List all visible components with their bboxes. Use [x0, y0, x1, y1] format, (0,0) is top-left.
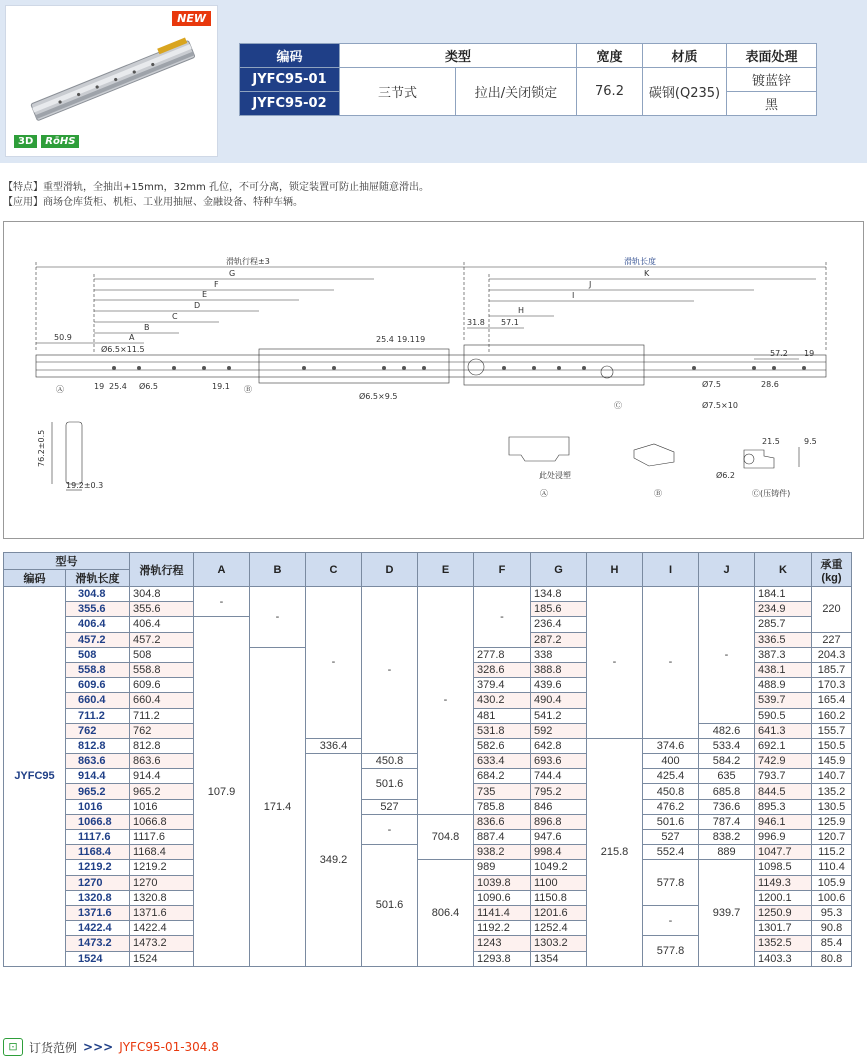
th-load: 承重 (kg)	[812, 553, 852, 587]
feature-text: 【特点】重型滑轨，全抽出+15mm，32mm 孔位，不可分离，锁定装置可防止抽屉随意滑出。	[3, 182, 429, 193]
dim-76-2: 76.2±0.5	[37, 429, 46, 467]
table-cell: 1168.4	[66, 845, 130, 860]
dim-G: G	[229, 269, 236, 278]
table-cell: 889	[699, 845, 755, 860]
table-cell: 806.4	[418, 860, 474, 966]
table-cell: 204.3	[812, 647, 852, 662]
table-cell: 684.2	[474, 769, 531, 784]
table-cell: 140.7	[812, 769, 852, 784]
table-cell: 965.2	[130, 784, 194, 799]
table-cell: 1524	[130, 951, 194, 966]
table-cell: 457.2	[130, 632, 194, 647]
table-cell: 387.3	[755, 647, 812, 662]
table-cell: 590.5	[755, 708, 812, 723]
table-cell: 863.6	[130, 754, 194, 769]
table-cell: 406.4	[66, 617, 130, 632]
spec-header-material: 材质	[643, 44, 727, 68]
table-cell: 1066.8	[66, 814, 130, 829]
spec-code-01: JYFC95-01	[240, 68, 340, 92]
th-I: I	[643, 553, 699, 587]
table-cell: 328.6	[474, 662, 531, 677]
table-cell: 1141.4	[474, 905, 531, 920]
table-cell: 184.1	[755, 587, 812, 602]
table-cell: 1403.3	[755, 951, 812, 966]
table-cell: 501.6	[362, 845, 418, 967]
th-K: K	[755, 553, 812, 587]
table-cell: 895.3	[755, 799, 812, 814]
dim-28-6: 28.6	[761, 380, 779, 389]
table-cell: 793.7	[755, 769, 812, 784]
dimension-table	[3, 552, 852, 967]
table-cell: 227	[812, 632, 852, 647]
table-cell: 171.4	[250, 647, 306, 966]
table-cell: 95.3	[812, 905, 852, 920]
table-cell: 501.6	[643, 814, 699, 829]
dim-B: B	[144, 323, 150, 332]
table-cell: 304.8	[130, 587, 194, 602]
table-cell: 996.9	[755, 830, 812, 845]
note-dip: 此处浸塑	[539, 471, 571, 480]
table-cell: 1117.6	[66, 830, 130, 845]
table-cell: 508	[130, 647, 194, 662]
table-cell: -	[699, 587, 755, 724]
table-cell: 1250.9	[755, 905, 812, 920]
table-cell: 736.6	[699, 799, 755, 814]
th-C: C	[306, 553, 362, 587]
table-cell: 508	[66, 647, 130, 662]
th-D: D	[362, 553, 418, 587]
th-travel: 滑轨行程	[130, 553, 194, 587]
table-cell: 577.8	[643, 936, 699, 966]
table-cell: 388.8	[531, 662, 587, 677]
series-code: JYFC95	[4, 587, 66, 967]
table-cell: 400	[643, 754, 699, 769]
spec-header-type: 类型	[340, 44, 577, 68]
table-row	[4, 860, 852, 875]
table-cell: 609.6	[66, 678, 130, 693]
table-cell: 914.4	[130, 769, 194, 784]
dim-C: C	[172, 312, 178, 321]
dim-19b: 19	[415, 335, 426, 344]
table-cell: 481	[474, 708, 531, 723]
table-cell: 1090.6	[474, 890, 531, 905]
table-cell: 692.1	[755, 738, 812, 753]
dim-H: H	[518, 306, 525, 315]
th-F: F	[474, 553, 531, 587]
table-cell: 836.6	[474, 814, 531, 829]
table-cell: 744.4	[531, 769, 587, 784]
table-cell: 584.2	[699, 754, 755, 769]
table-cell: 482.6	[699, 723, 755, 738]
table-cell: 185.7	[812, 662, 852, 677]
table-cell: 1301.7	[755, 921, 812, 936]
table-cell: 374.6	[643, 738, 699, 753]
table-cell: 336.4	[306, 738, 362, 753]
technical-drawing	[3, 221, 864, 539]
table-cell: 450.8	[362, 754, 418, 769]
dim-E: E	[202, 290, 208, 299]
table-cell: 989	[474, 860, 531, 875]
table-cell: 285.7	[755, 617, 812, 632]
table-cell: 1219.2	[66, 860, 130, 875]
spec-table	[239, 43, 817, 116]
table-cell: 215.8	[587, 738, 643, 966]
table-cell: 304.8	[66, 587, 130, 602]
table-cell: 220	[812, 587, 852, 633]
table-cell: 160.2	[812, 708, 852, 723]
order-label: 订货范例	[29, 1040, 78, 1055]
table-cell: 742.9	[755, 754, 812, 769]
dim-hole5: Ø7.5×10	[702, 401, 738, 410]
product-card	[5, 5, 218, 157]
table-cell: 1422.4	[130, 921, 194, 936]
table-cell: 1270	[130, 875, 194, 890]
order-arrow: >>>	[83, 1040, 114, 1054]
table-cell: 336.5	[755, 632, 812, 647]
table-cell: 558.8	[130, 662, 194, 677]
dim-19-1b: 19.1	[397, 335, 415, 344]
spec-header-finish: 表面处理	[727, 44, 817, 68]
table-cell: 150.5	[812, 738, 852, 753]
table-cell: 541.2	[531, 708, 587, 723]
th-H: H	[587, 553, 643, 587]
table-cell: 1200.1	[755, 890, 812, 905]
table-cell: 130.5	[812, 799, 852, 814]
table-cell: 863.6	[66, 754, 130, 769]
table-cell: 80.8	[812, 951, 852, 966]
table-cell: 1252.4	[531, 921, 587, 936]
table-cell: 552.4	[643, 845, 699, 860]
th-J: J	[699, 553, 755, 587]
table-cell: 533.4	[699, 738, 755, 753]
table-cell: 105.9	[812, 875, 852, 890]
table-cell: 787.4	[699, 814, 755, 829]
table-cell: 406.4	[130, 617, 194, 632]
dim-I: I	[572, 291, 575, 300]
th-code: 编码	[4, 570, 66, 587]
mark-a: Ⓐ	[56, 385, 64, 394]
table-cell: 577.8	[643, 860, 699, 906]
mark-b: Ⓑ	[244, 385, 252, 394]
dim-length: 滑轨长度	[624, 257, 656, 266]
table-cell: 704.8	[418, 814, 474, 860]
th-A: A	[194, 553, 250, 587]
table-cell: 1473.2	[130, 936, 194, 951]
table-cell: 1371.6	[130, 905, 194, 920]
dim-travel: 滑轨行程±3	[226, 257, 270, 266]
dim-19c: 19	[804, 349, 815, 358]
table-row	[4, 587, 852, 602]
dim-19: 19	[94, 382, 105, 391]
dim-hole1: Ø6.5×11.5	[101, 345, 145, 354]
order-example	[3, 1038, 219, 1056]
table-cell: 1201.6	[531, 905, 587, 920]
table-cell: 1098.5	[755, 860, 812, 875]
table-cell: -	[643, 905, 699, 935]
dim-19-2: 19.2±0.3	[66, 481, 104, 490]
order-code: JYFC95-01-304.8	[119, 1040, 219, 1054]
table-cell: 641.3	[755, 723, 812, 738]
table-cell: 145.9	[812, 754, 852, 769]
table-cell: 338	[531, 647, 587, 662]
dim-19-1: 19.1	[212, 382, 230, 391]
table-cell: 939.7	[699, 860, 755, 966]
mark-b-detail: Ⓑ	[654, 489, 662, 498]
spec-finish-2: 黑	[727, 92, 817, 116]
table-cell: 660.4	[130, 693, 194, 708]
dim-F: F	[214, 280, 219, 289]
spec-code-02: JYFC95-02	[240, 92, 340, 116]
table-cell: 1320.8	[66, 890, 130, 905]
table-cell: 582.6	[474, 738, 531, 753]
table-cell: 785.8	[474, 799, 531, 814]
table-cell: 185.6	[531, 602, 587, 617]
spec-type-2: 拉出/关闭锁定	[456, 68, 577, 116]
table-cell: -	[250, 587, 306, 648]
table-cell: 425.4	[643, 769, 699, 784]
note-diecast: Ⓒ(压铸件)	[752, 489, 791, 498]
table-cell: 155.7	[812, 723, 852, 738]
table-cell: 635	[699, 769, 755, 784]
table-cell: -	[306, 587, 362, 739]
table-cell: 965.2	[66, 784, 130, 799]
table-cell: 735	[474, 784, 531, 799]
new-badge: NEW	[172, 11, 211, 26]
mark-c: Ⓒ	[614, 401, 622, 410]
table-cell: 812.8	[130, 738, 194, 753]
cart-icon: ⊡	[3, 1038, 23, 1056]
dim-A: A	[129, 333, 135, 342]
table-cell: 1047.7	[755, 845, 812, 860]
table-cell: 1354	[531, 951, 587, 966]
table-cell: 457.2	[66, 632, 130, 647]
table-cell: 685.8	[699, 784, 755, 799]
table-cell: 1219.2	[130, 860, 194, 875]
table-cell: 1303.2	[531, 936, 587, 951]
table-body	[4, 587, 852, 967]
table-cell: 1039.8	[474, 875, 531, 890]
dim-hole2: Ø6.5	[139, 382, 159, 391]
table-cell: 120.7	[812, 830, 852, 845]
dim-50-9: 50.9	[54, 333, 72, 342]
th-model: 型号	[4, 553, 130, 570]
dim-21-5: 21.5	[762, 437, 780, 446]
dim-K: K	[644, 269, 650, 278]
table-cell: 355.6	[66, 602, 130, 617]
table-cell: 85.4	[812, 936, 852, 951]
th-E: E	[418, 553, 474, 587]
table-cell: 115.2	[812, 845, 852, 860]
table-cell: 476.2	[643, 799, 699, 814]
table-cell: 838.2	[699, 830, 755, 845]
th-B: B	[250, 553, 306, 587]
table-cell: 609.6	[130, 678, 194, 693]
table-cell: 947.6	[531, 830, 587, 845]
table-cell: 887.4	[474, 830, 531, 845]
table-cell: 812.8	[66, 738, 130, 753]
table-cell: 1117.6	[130, 830, 194, 845]
3d-badge: 3D	[14, 135, 37, 148]
spec-width: 76.2	[577, 68, 643, 116]
table-cell: 236.4	[531, 617, 587, 632]
table-cell: 430.2	[474, 693, 531, 708]
table-cell: 558.8	[66, 662, 130, 677]
table-cell: 379.4	[474, 678, 531, 693]
table-cell: -	[362, 587, 418, 754]
table-cell: 90.8	[812, 921, 852, 936]
table-cell: 1270	[66, 875, 130, 890]
dim-D: D	[194, 301, 201, 310]
table-cell: -	[194, 587, 250, 617]
table-cell: 1293.8	[474, 951, 531, 966]
table-cell: 234.9	[755, 602, 812, 617]
table-cell: 1192.2	[474, 921, 531, 936]
table-cell: 501.6	[362, 769, 418, 799]
dim-57-2: 57.2	[770, 349, 788, 358]
table-cell: 896.8	[531, 814, 587, 829]
table-cell: 938.2	[474, 845, 531, 860]
table-cell: 439.6	[531, 678, 587, 693]
table-cell: 1168.4	[130, 845, 194, 860]
table-cell: 135.2	[812, 784, 852, 799]
table-cell: 1016	[130, 799, 194, 814]
table-cell: 1320.8	[130, 890, 194, 905]
table-cell: 846	[531, 799, 587, 814]
table-cell: 1016	[66, 799, 130, 814]
table-cell: 592	[531, 723, 587, 738]
dim-6-2: Ø6.2	[716, 471, 736, 480]
table-cell: 170.3	[812, 678, 852, 693]
table-cell: 1524	[66, 951, 130, 966]
th-G: G	[531, 553, 587, 587]
table-cell: 711.2	[130, 708, 194, 723]
table-cell: 355.6	[130, 602, 194, 617]
table-cell: 795.2	[531, 784, 587, 799]
spec-material: 碳钢(Q235)	[643, 68, 727, 116]
mark-a-detail: Ⓐ	[540, 489, 548, 498]
table-cell: 1422.4	[66, 921, 130, 936]
table-cell: 946.1	[755, 814, 812, 829]
dim-J: J	[589, 280, 592, 289]
dim-25-4b: 25.4	[376, 335, 394, 344]
table-cell: 349.2	[306, 754, 362, 967]
table-cell: 450.8	[643, 784, 699, 799]
table-cell: 488.9	[755, 678, 812, 693]
dim-25-4: 25.4	[109, 382, 127, 391]
table-cell: 1371.6	[66, 905, 130, 920]
table-cell: 1473.2	[66, 936, 130, 951]
dim-57-1: 57.1	[501, 318, 519, 327]
table-cell: 693.6	[531, 754, 587, 769]
spec-type-1: 三节式	[340, 68, 456, 116]
table-cell: 165.4	[812, 693, 852, 708]
th-length: 滑轨长度	[66, 570, 130, 587]
table-cell: 633.4	[474, 754, 531, 769]
spec-header-code: 编码	[240, 44, 340, 68]
table-cell: 1066.8	[130, 814, 194, 829]
table-cell: 1352.5	[755, 936, 812, 951]
dim-31-8: 31.8	[467, 318, 485, 327]
spec-finish-1: 镀蓝锌	[727, 68, 817, 92]
table-cell: 914.4	[66, 769, 130, 784]
table-cell: 287.2	[531, 632, 587, 647]
table-cell: 1150.8	[531, 890, 587, 905]
table-cell: -	[418, 587, 474, 815]
table-cell: 711.2	[66, 708, 130, 723]
table-cell: -	[474, 587, 531, 648]
table-cell: 660.4	[66, 693, 130, 708]
table-cell: 438.1	[755, 662, 812, 677]
table-cell: 844.5	[755, 784, 812, 799]
table-cell: 642.8	[531, 738, 587, 753]
drawing-svg	[4, 222, 863, 538]
table-cell: -	[587, 587, 643, 739]
table-cell: 125.9	[812, 814, 852, 829]
table-cell: 531.8	[474, 723, 531, 738]
table-cell: 100.6	[812, 890, 852, 905]
table-cell: 110.4	[812, 860, 852, 875]
dim-9-5: 9.5	[804, 437, 817, 446]
table-cell: 998.4	[531, 845, 587, 860]
table-cell: 762	[130, 723, 194, 738]
table-cell: 1243	[474, 936, 531, 951]
table-cell: 1049.2	[531, 860, 587, 875]
table-cell: -	[362, 814, 418, 844]
table-cell: 134.8	[531, 587, 587, 602]
table-cell: 107.9	[194, 617, 250, 966]
dim-hole3: Ø6.5×9.5	[359, 392, 398, 401]
rohs-badge: RōHS	[41, 135, 79, 148]
table-cell: 527	[362, 799, 418, 814]
table-cell: 277.8	[474, 647, 531, 662]
table-cell: 1149.3	[755, 875, 812, 890]
table-cell: 762	[66, 723, 130, 738]
table-cell: -	[643, 587, 699, 739]
table-cell: 1100	[531, 875, 587, 890]
table-cell: 490.4	[531, 693, 587, 708]
table-row	[4, 814, 852, 829]
dim-hole4: Ø7.5	[702, 380, 722, 389]
table-cell: 539.7	[755, 693, 812, 708]
application-text: 【应用】商场仓库货柜、机柜、工业用抽屉、金融设备、特种车辆。	[3, 197, 303, 208]
table-cell: 527	[643, 830, 699, 845]
spec-header-width: 宽度	[577, 44, 643, 68]
